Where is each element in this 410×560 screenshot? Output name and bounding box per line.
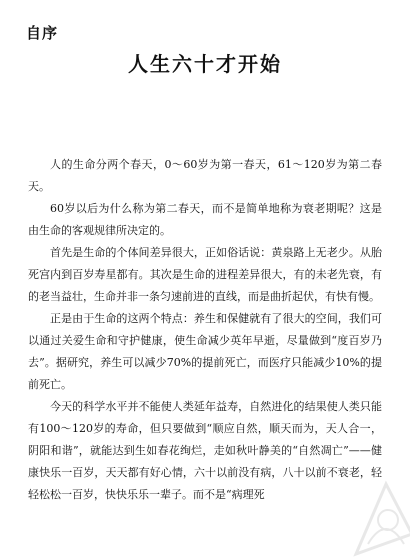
paragraph: 正是由于生命的这两个特点：养生和保健就有了很大的空间，我们可以通过关爱生命和守护健康，使生命减少英年早逝，尽量做到“度百岁乃去”。据研究，养生可以减少70%的提前死亡，而医疗只能减少10%的提前死亡。 [28, 312, 382, 391]
paragraph: 人的生命分两个春天，0～60岁为第一春天，61～120岁为第二春天。 [28, 158, 382, 193]
body-text [28, 154, 382, 506]
chapter-title: 人生六十才开始 [128, 52, 282, 76]
paragraph: 60岁以后为什么称为第二春天，而不是简单地称为衰老期呢？这是由生命的客观规律所决定的。 [28, 202, 382, 237]
section-label: 自序 [26, 24, 59, 42]
paragraph: 今天的科学水平并不能使人类延年益寿，自然进化的结果使人类只能有100～120岁的寿命，但只要做到“顺应自然，顺天而为，天人合一，阴阳和谐”，就能达到生如春花绚烂，走如秋叶静美的“自然凋亡”——健康快乐一百岁，天天都有好心情，六十以前没有病，八十以前不衰老，轻轻松松一百岁，快快乐乐一辈子。而不是“病理死 [28, 400, 382, 501]
paragraph: 首先是生命的个体间差异很大，正如俗话说：黄泉路上无老少。从胎死宫内到百岁寿星都有。其次是生命的进程差异很大，有的未老先衰，有的老当益壮，生命并非一条匀速前进的直线，而是曲折起伏，有快有慢。 [28, 246, 382, 303]
